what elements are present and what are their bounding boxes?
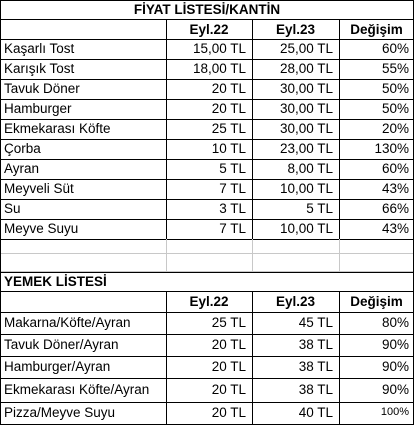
meal-list-cell-change: 90%	[381, 337, 409, 353]
grid-line	[166, 291, 167, 424]
price-list-cell-eyl23: 10,00 TL	[279, 181, 333, 197]
price-list-cell-eyl23: 25,00 TL	[279, 41, 333, 57]
price-list-cell-change: 43%	[381, 181, 409, 197]
price-list-cell-eyl23: 30,00 TL	[279, 121, 333, 137]
price-list-cell-item: Meyveli Süt	[4, 181, 74, 197]
meal-list-cell-item: Pizza/Meyve Suyu	[4, 404, 116, 420]
grid-line	[166, 239, 167, 272]
price-list-cell-item: Su	[4, 201, 21, 217]
price-list-cell-eyl22: 5 TL	[219, 161, 246, 177]
price-list-cell-change: 60%	[381, 41, 409, 57]
meal-list-cell-item: Ekmekarası Köfte/Ayran	[4, 382, 150, 398]
price-list-cell-eyl23: 10,00 TL	[279, 221, 333, 237]
grid-line	[339, 19, 340, 239]
price-list-row	[0, 139, 414, 159]
price-list-cell-eyl23: 23,00 TL	[279, 141, 333, 157]
price-list-cell-item: Ayran	[4, 161, 40, 177]
grid-line	[252, 19, 253, 239]
meal-list-cell-eyl23: 45 TL	[298, 315, 333, 331]
meal-list-row	[0, 356, 414, 378]
grid-line	[0, 378, 414, 379]
grid-line	[0, 0, 414, 1]
meal-list-cell-eyl23: 38 TL	[298, 382, 333, 398]
price-list-cell-eyl23: 30,00 TL	[279, 81, 333, 97]
grid-line	[0, 19, 414, 20]
price-list-cell-eyl22: 15,00 TL	[192, 41, 246, 57]
meal-list-title-row	[0, 272, 414, 291]
meal-list-cell-eyl23: 38 TL	[298, 359, 333, 375]
meal-list-cell-change: 90%	[381, 382, 409, 398]
price-list-header-change: Değişim	[350, 21, 403, 37]
price-list-cell-eyl22: 3 TL	[219, 201, 246, 217]
grid-line	[166, 19, 167, 239]
meal-list-header-eyl22: Eyl.22	[189, 293, 229, 309]
price-list-cell-eyl22: 20 TL	[211, 81, 246, 97]
price-list-row	[0, 59, 414, 79]
meal-list-cell-eyl23: 38 TL	[298, 337, 333, 353]
price-list-cell-change: 50%	[381, 81, 409, 97]
price-list-cell-eyl22: 20 TL	[211, 101, 246, 117]
meal-list-header-row	[0, 291, 414, 312]
meal-list-row	[0, 402, 414, 423]
grid-line	[0, 39, 414, 40]
price-list-cell-eyl23: 8,00 TL	[287, 161, 333, 177]
meal-list-row	[0, 378, 414, 402]
grid-line	[0, 59, 414, 60]
grid-line	[0, 272, 414, 273]
meal-list-cell-change: 100%	[380, 406, 409, 418]
grid-line	[0, 219, 414, 220]
grid-line	[0, 253, 414, 254]
price-list-cell-change: 60%	[381, 161, 409, 177]
meal-list-cell-eyl22: 20 TL	[211, 404, 246, 420]
price-list-cell-eyl23: 28,00 TL	[279, 61, 333, 77]
price-list-cell-item: Karışık Tost	[4, 61, 75, 77]
price-list-row	[0, 39, 414, 59]
price-list-cell-eyl22: 7 TL	[219, 181, 246, 197]
price-list-header-eyl23: Eyl.23	[275, 21, 316, 37]
grid-line	[0, 179, 414, 180]
grid-line	[0, 334, 414, 335]
meal-list-header-change: Değişim	[350, 293, 403, 309]
price-list-cell-change: 55%	[381, 61, 409, 77]
price-list-row	[0, 99, 414, 119]
grid-line	[0, 159, 414, 160]
grid-line	[0, 0, 1, 239]
meal-list-cell-eyl22: 20 TL	[211, 337, 246, 353]
meal-list-cell-eyl22: 20 TL	[211, 382, 246, 398]
grid-line	[0, 356, 414, 357]
price-list-row	[0, 119, 414, 139]
price-list-cell-item: Meyve Suyu	[4, 221, 79, 237]
grid-line	[252, 291, 253, 424]
price-list-header-row	[0, 20, 414, 39]
grid-line	[0, 272, 1, 424]
price-list-cell-change: 66%	[381, 201, 409, 217]
price-list-cell-eyl22: 25 TL	[211, 121, 246, 137]
grid-line	[252, 239, 253, 272]
price-list-cell-change: 130%	[374, 141, 409, 157]
grid-line	[0, 291, 414, 292]
price-list-title-row	[0, 1, 414, 19]
meal-list-cell-item: Hamburger/Ayran	[4, 359, 111, 375]
meal-list-cell-change: 90%	[381, 359, 409, 375]
price-list-cell-change: 43%	[381, 221, 409, 237]
price-list-cell-eyl23: 30,00 TL	[279, 101, 333, 117]
price-list-cell-eyl23: 5 TL	[306, 201, 333, 217]
price-list-row	[0, 219, 414, 239]
meal-list-header-eyl23: Eyl.23	[275, 293, 316, 309]
meal-list-row	[0, 334, 414, 356]
meal-list-title: YEMEK LİSTESİ	[4, 273, 107, 289]
price-list-cell-change: 50%	[381, 101, 409, 117]
meal-list-cell-item: Tavuk Döner/Ayran	[4, 337, 119, 353]
meal-list-cell-eyl23: 40 TL	[298, 404, 333, 420]
meal-list-cell-eyl22: 20 TL	[211, 359, 246, 375]
price-list-row	[0, 79, 414, 99]
grid-line	[0, 239, 414, 240]
grid-line	[339, 239, 340, 272]
price-list-cell-item: Tavuk Döner	[4, 81, 80, 97]
grid-line	[339, 291, 340, 424]
meal-list-row	[0, 312, 414, 334]
price-list-header-eyl22: Eyl.22	[189, 21, 229, 37]
price-list-cell-eyl22: 10 TL	[211, 141, 246, 157]
meal-list-cell-change: 80%	[381, 315, 409, 331]
price-list-row	[0, 199, 414, 219]
price-list-cell-item: Ekmekarası Köfte	[4, 121, 111, 137]
price-list-cell-eyl22: 18,00 TL	[192, 61, 246, 77]
grid-line	[0, 99, 414, 100]
grid-line	[0, 199, 414, 200]
price-list-cell-item: Kaşarlı Tost	[4, 41, 75, 57]
price-list-row	[0, 159, 414, 179]
price-list-cell-change: 20%	[381, 121, 409, 137]
grid-line	[0, 312, 414, 313]
price-list-cell-item: Çorba	[4, 141, 41, 157]
meal-list-cell-eyl22: 25 TL	[211, 315, 246, 331]
price-list-row	[0, 179, 414, 199]
grid-line	[0, 402, 414, 403]
grid-line	[0, 119, 414, 120]
grid-line	[0, 139, 414, 140]
price-list-cell-item: Hamburger	[4, 101, 72, 117]
grid-line	[0, 239, 1, 272]
price-list-cell-eyl22: 7 TL	[219, 221, 246, 237]
price-list-title: FİYAT LİSTESİ/KANTİN	[133, 2, 281, 18]
meal-list-cell-item: Makarna/Köfte/Ayran	[4, 315, 131, 331]
grid-line	[0, 79, 414, 80]
